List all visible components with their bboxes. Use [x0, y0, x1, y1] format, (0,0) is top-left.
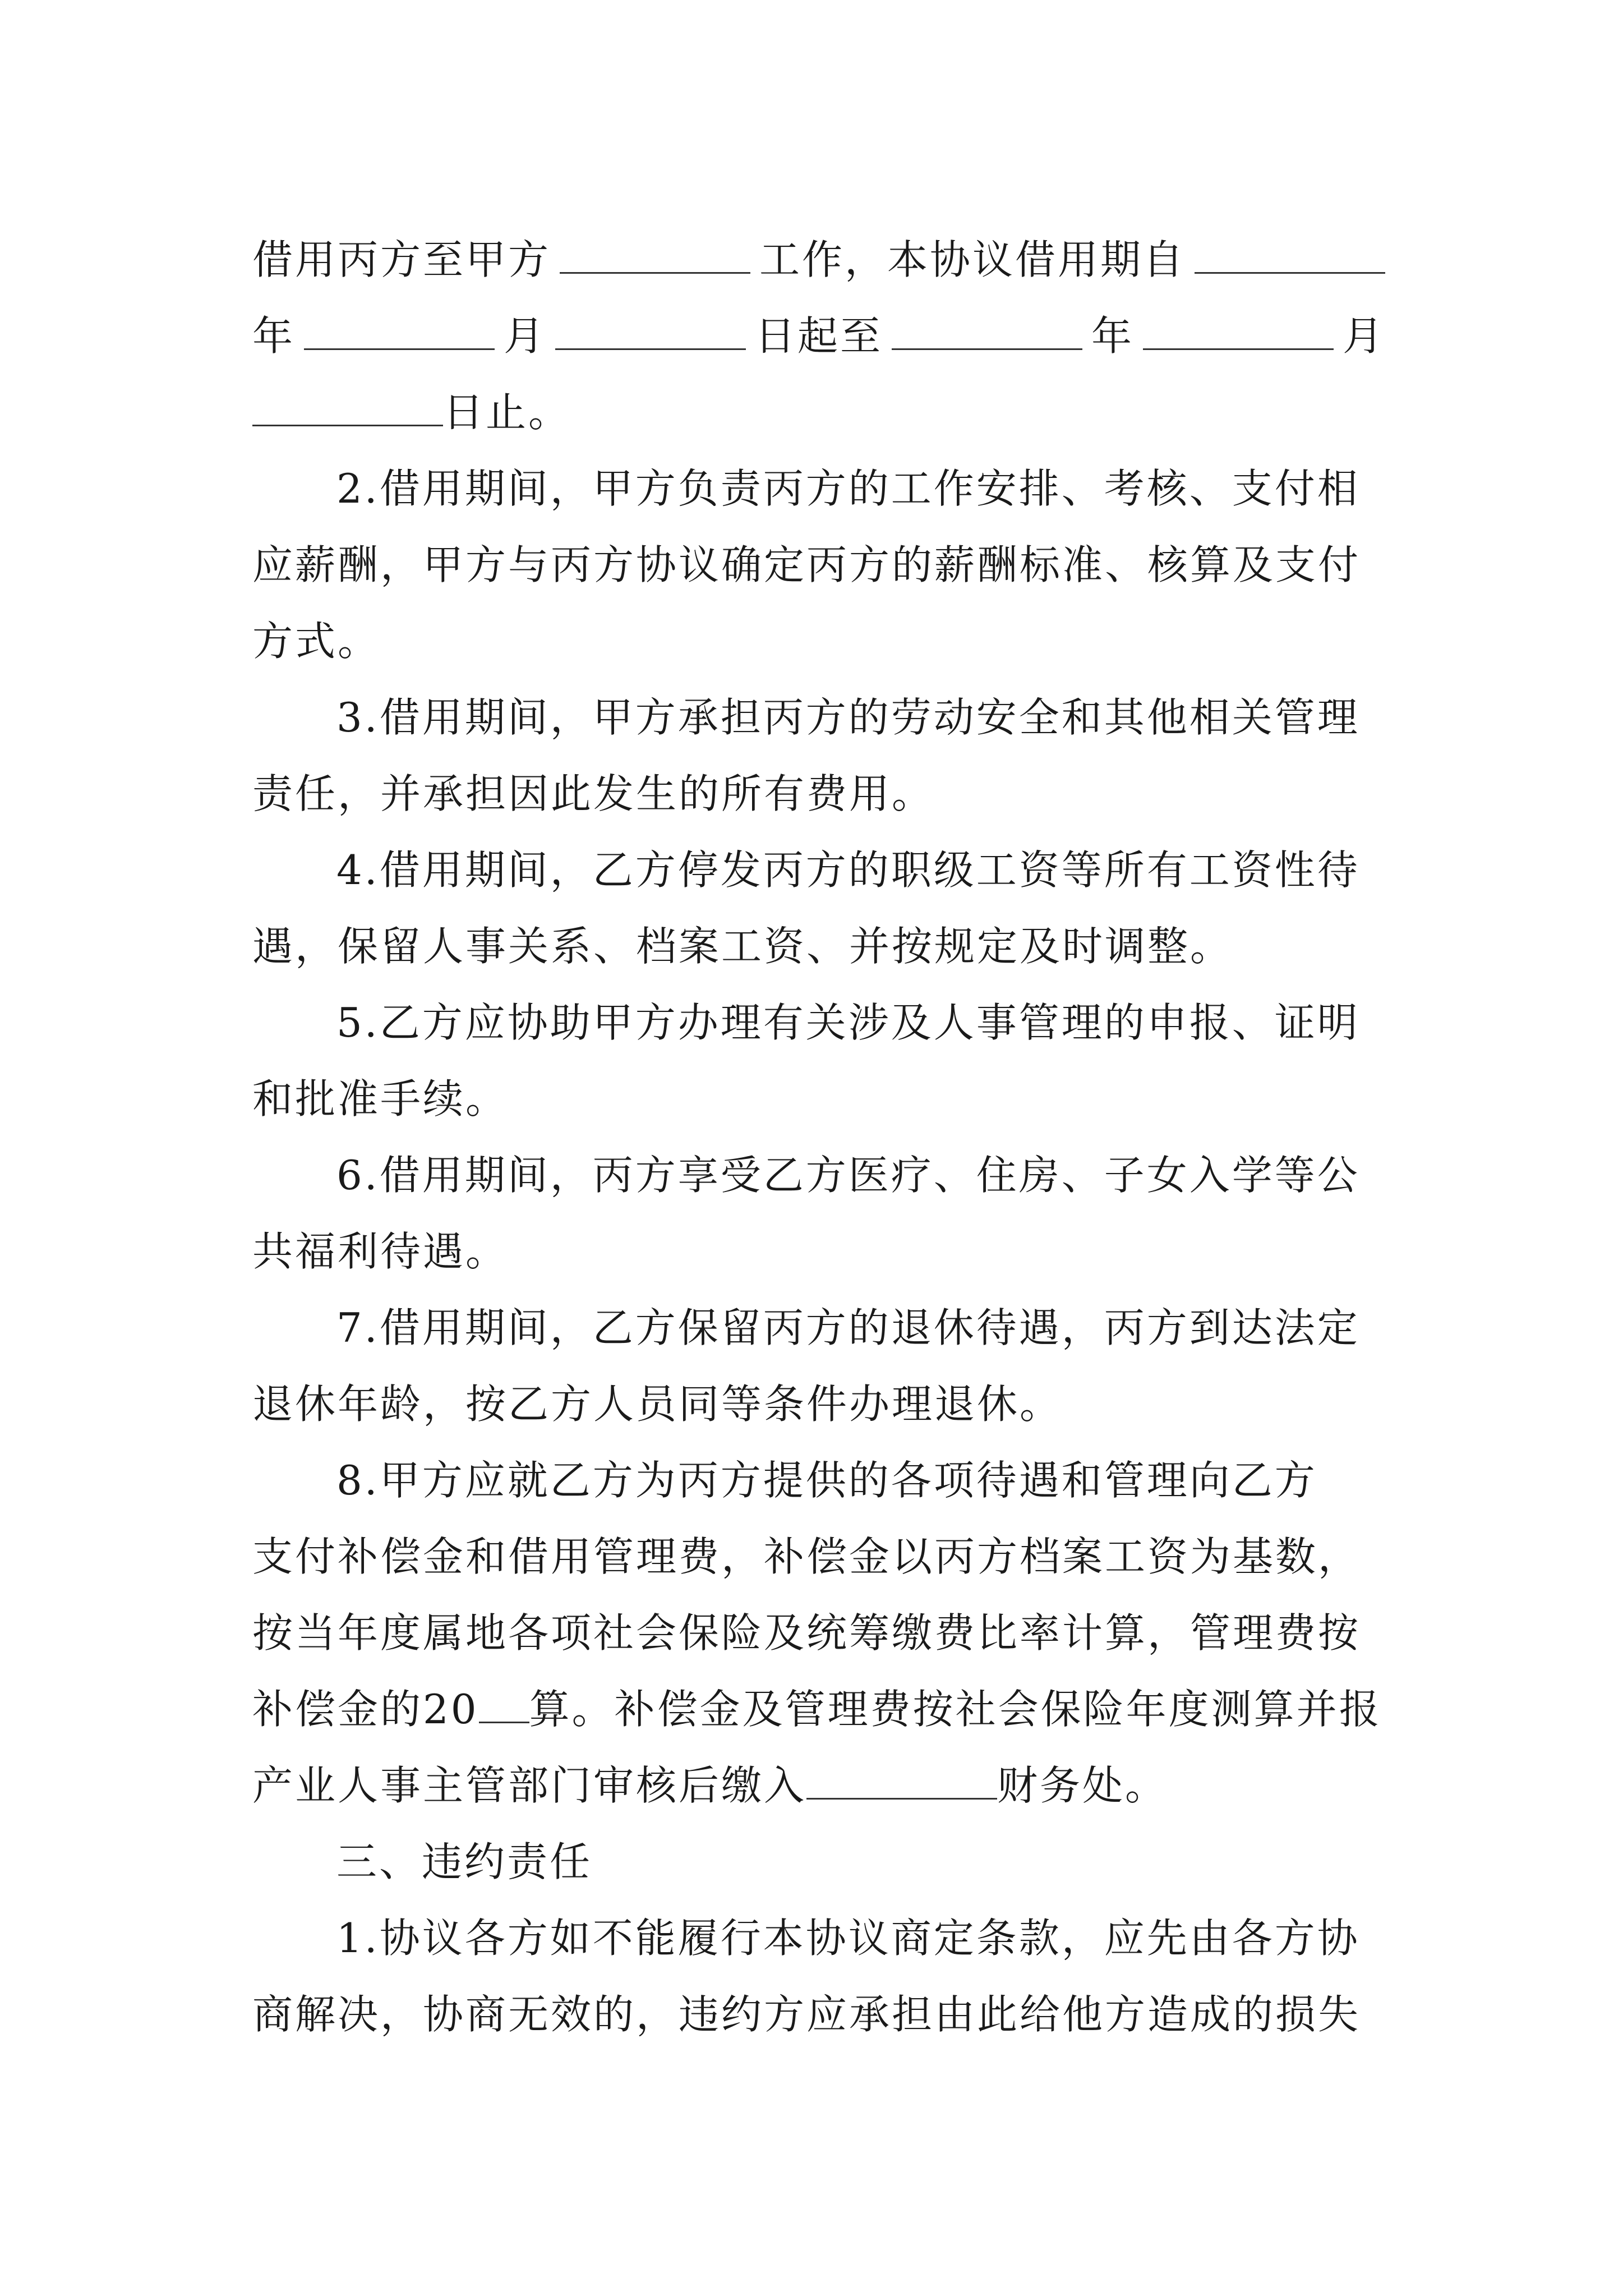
text-segment: 补偿金的20 [252, 1686, 479, 1733]
text-line: 7.借用期间，乙方保留丙方的退休待遇，丙方到达法定 [336, 1304, 1360, 1351]
text-segment: 工作，本协议借用期自 [759, 236, 1186, 283]
section-heading: 三、违约责任 [336, 1838, 593, 1885]
fill-blank [252, 391, 443, 426]
fill-blank [560, 238, 750, 274]
text-line: 支付补偿金和借用管理费，补偿金以丙方档案工资为基数， [252, 1533, 1361, 1580]
clause-7 [252, 1290, 1385, 1442]
breach-clause-1 [252, 1900, 1385, 2053]
text-segment: 借用丙方至甲方 [252, 236, 551, 283]
section-heading-breach [252, 1824, 1385, 1900]
fill-blank [806, 1764, 997, 1800]
text-line [252, 222, 1385, 298]
text-line: 退休年龄，按乙方人员同等条件办理退休。 [252, 1381, 1063, 1428]
text-segment: 日止。 [443, 389, 571, 436]
text-line: 5.乙方应协助甲方办理有关涉及人事管理的申报、证明 [336, 999, 1360, 1046]
text-line: 3.借用期间，甲方承担丙方的劳动安全和其他相关管理 [336, 694, 1360, 741]
text-line: 4.借用期间，乙方停发丙方的职级工资等所有工资性待 [336, 846, 1360, 894]
fill-blank [304, 315, 495, 350]
text-line: 2.借用期间，甲方负责丙方的工作安排、考核、支付相 [336, 465, 1360, 512]
fill-blank [1143, 315, 1334, 350]
fill-blank [479, 1688, 529, 1723]
text-line: 6.借用期间，丙方享受乙方医疗、住房、子女入学等公 [336, 1152, 1360, 1199]
paragraph-borrow-period [252, 222, 1385, 450]
fill-blank [555, 315, 746, 350]
clause-2 [252, 450, 1385, 679]
text-segment: 产业人事主管部门审核后缴入 [252, 1762, 807, 1809]
text-line: 应薪酬，甲方与丙方协议确定丙方的薪酬标准、核算及支付 [252, 541, 1361, 588]
clause-3 [252, 679, 1385, 832]
text-segment: 月 [503, 312, 546, 360]
text-segment: 财务处。 [997, 1762, 1168, 1809]
text-line: 按当年度属地各项社会保险及统筹缴费比率计算，管理费按 [252, 1609, 1361, 1657]
text-line: 商解决，协商无效的，违约方应承担由此给他方造成的损失 [252, 1991, 1361, 2038]
text-line: 8.甲方应就乙方为丙方提供的各项待遇和管理向乙方 [336, 1457, 1317, 1504]
fill-blank [1195, 238, 1385, 274]
text-line: 方式。 [252, 618, 381, 665]
text-segment: 年 [1091, 312, 1134, 360]
fill-blank [892, 315, 1082, 350]
text-line [252, 374, 1385, 450]
clause-6 [252, 1137, 1385, 1290]
text-line: 1.协议各方如不能履行本协议商定条款，应先由各方协 [336, 1915, 1360, 1962]
document-body [252, 222, 1385, 2053]
clause-4 [252, 832, 1385, 984]
text-line [252, 1747, 1385, 1824]
clause-5 [252, 984, 1385, 1137]
text-segment: 月 [1342, 312, 1385, 360]
text-line [252, 298, 1385, 374]
text-line: 责任，并承担因此发生的所有费用。 [252, 770, 935, 817]
text-line: 和批准手续。 [252, 1075, 509, 1122]
text-line: 遇，保留人事关系、档案工资、并按规定及时调整。 [252, 923, 1233, 970]
text-line [252, 1671, 1385, 1747]
text-segment: 算。补偿金及管理费按社会保险年度测算并报 [529, 1686, 1382, 1733]
clause-8 [252, 1442, 1385, 1824]
text-line: 共福利待遇。 [252, 1228, 509, 1275]
text-segment: 日起至 [754, 312, 883, 360]
text-segment: 年 [252, 312, 296, 360]
